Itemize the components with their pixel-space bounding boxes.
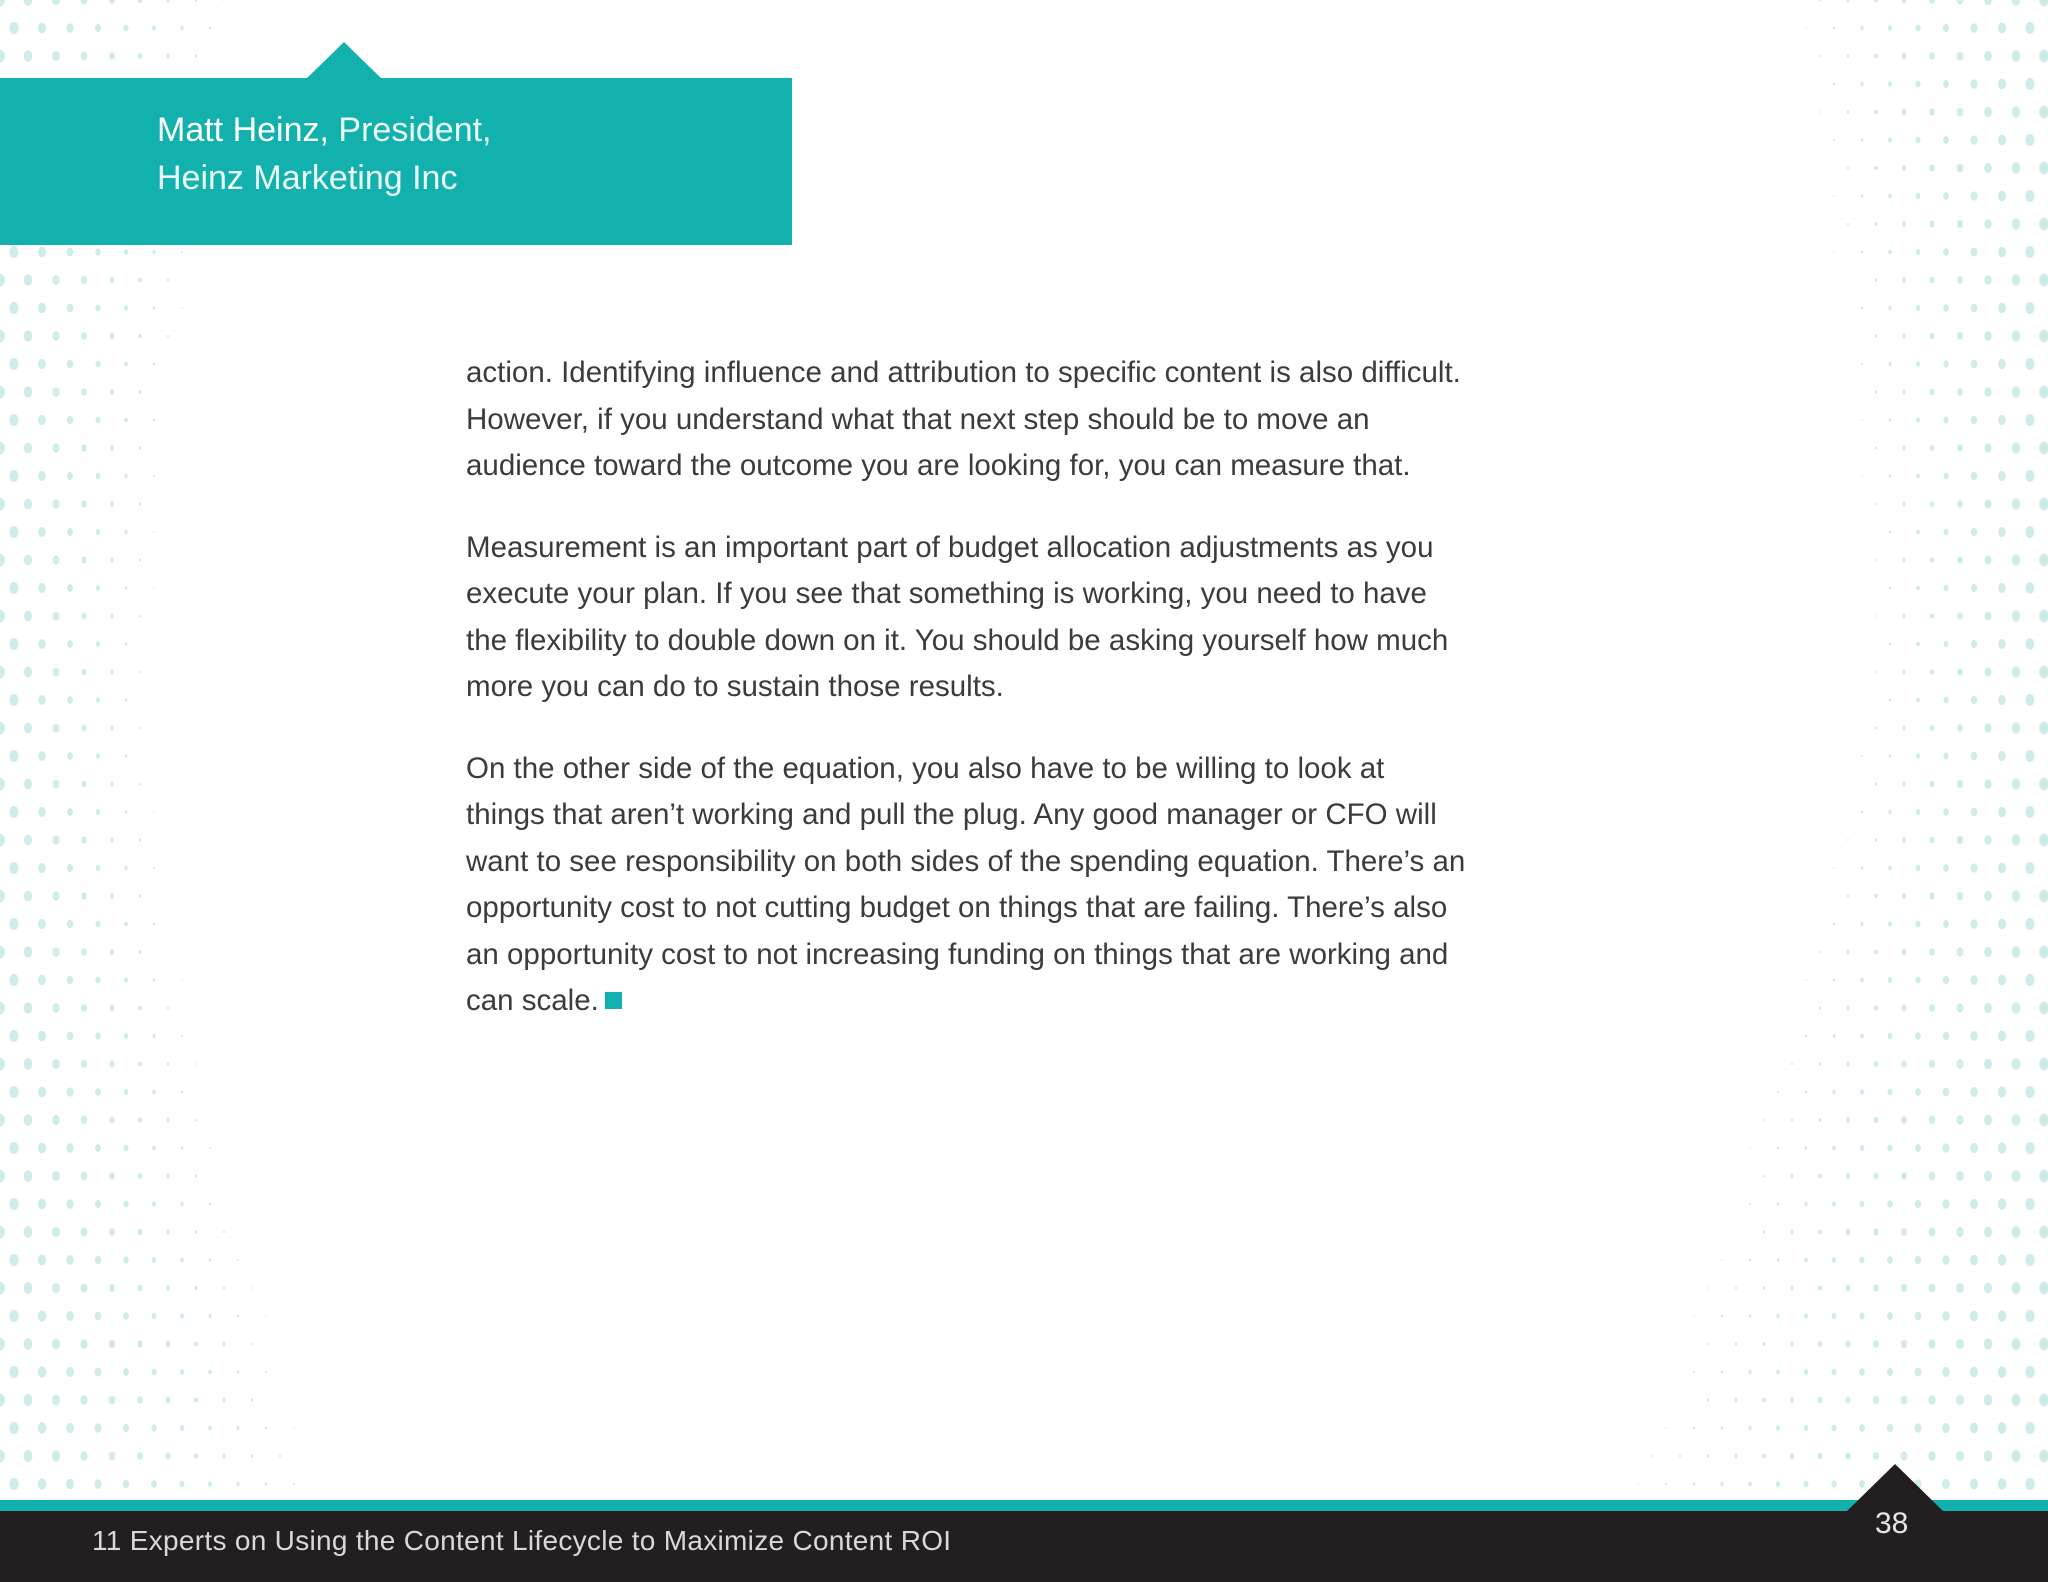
banner-notch bbox=[306, 42, 382, 79]
text-line: want to see responsibility on both sides of the spending equation. There’s an bbox=[466, 844, 1466, 878]
text-line: can scale. bbox=[466, 984, 599, 1017]
text-line: opportunity cost to not cutting budget on things that are failing. There’s also bbox=[466, 891, 1448, 924]
author-banner bbox=[0, 78, 792, 245]
text-line: things that aren’t working and pull the plug. Any good manager or CFO will bbox=[466, 798, 1437, 831]
text-line: the flexibility to double down on it. You should be asking yourself how much bbox=[466, 623, 1449, 657]
footer-bar bbox=[0, 1507, 2048, 1582]
article-body bbox=[466, 350, 1596, 1060]
author-role: President, bbox=[338, 111, 492, 149]
paragraph bbox=[466, 746, 1596, 1025]
text-line: more you can do to sustain those results. bbox=[466, 670, 1004, 703]
paragraph bbox=[466, 525, 1596, 711]
text-line: Measurement is an important part of budget allocation adjustments as you bbox=[466, 530, 1434, 564]
document-title: 11 Experts on Using the Content Lifecycle to Maximize Content ROI bbox=[92, 1525, 952, 1556]
footer-accent-stripe bbox=[0, 1500, 2048, 1511]
text-line: an opportunity cost to not increasing funding on things that are working and bbox=[466, 937, 1449, 971]
author-credit bbox=[157, 106, 492, 202]
text-line: action. Identifying influence and attribution to specific content is also difficult. bbox=[466, 356, 1461, 389]
paragraph bbox=[466, 350, 1596, 490]
text-line: audience toward the outcome you are looking for, you can measure that. bbox=[466, 449, 1411, 482]
text-line: execute your plan. If you see that something is working, you need to have bbox=[466, 577, 1427, 610]
text-line: On the other side of the equation, you also have to be willing to look at bbox=[466, 751, 1385, 785]
page-number-notch bbox=[1847, 1464, 1943, 1511]
author-company: Heinz Marketing Inc bbox=[157, 159, 458, 197]
end-of-article-square-icon bbox=[605, 992, 622, 1009]
text-line: However, if you understand what that next step should be to move an bbox=[466, 402, 1370, 436]
author-name: Matt Heinz, bbox=[157, 111, 329, 149]
page-number: 38 bbox=[1875, 1507, 1909, 1540]
